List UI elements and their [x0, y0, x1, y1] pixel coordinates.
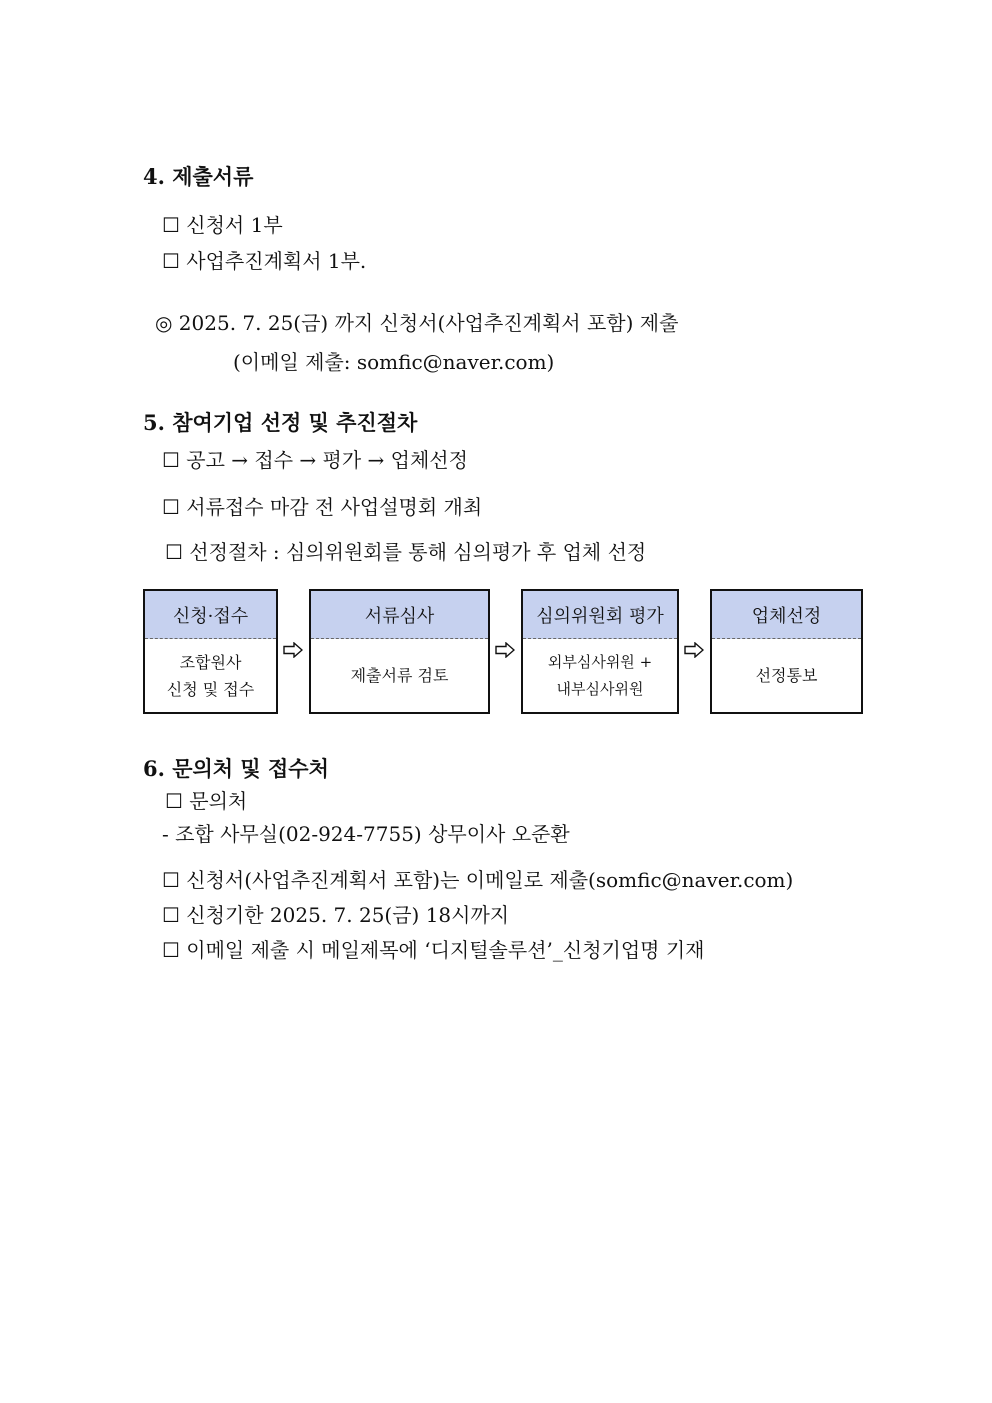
process-item-flow: ☐ 공고 → 접수 → 평가 → 업체선정 [162, 448, 468, 472]
submission-email-item: ☐ 신청서(사업추진계획서 포함)는 이메일로 제출(somfic@naver.com) [162, 868, 794, 892]
step-title: 업체선정 [712, 591, 861, 639]
inquiry-label: ☐ 문의처 [165, 789, 248, 813]
step-body-line: 제출서류 검토 [350, 666, 449, 685]
step-body-line: 조합원사 [179, 652, 242, 672]
submission-item-business-plan: ☐ 사업추진계획서 1부. [162, 249, 367, 273]
section-6-title: 6. 문의처 및 접수처 [143, 756, 329, 781]
step-body [523, 639, 677, 712]
step-body-line: 선정통보 [755, 666, 818, 685]
step-body-line: 외부심사위원 + [547, 652, 653, 671]
submission-item-application: ☐ 신청서 1부 [162, 213, 283, 237]
step-title: 심의위원회 평가 [523, 591, 677, 639]
step-title: 서류심사 [311, 591, 488, 639]
step-box-application [143, 589, 278, 714]
inquiry-contact: - 조합 사무실(02-924-7755) 상무이사 오준환 [162, 822, 570, 846]
section-4-title: 4. 제출서류 [143, 164, 254, 189]
hollow-right-arrow-icon [283, 642, 303, 658]
process-item-briefing: ☐ 서류접수 마감 전 사업설명회 개최 [162, 495, 483, 519]
step-body-line: 내부심사위원 [556, 679, 644, 698]
step-box-company-selection [710, 589, 863, 714]
hollow-right-arrow-icon [684, 642, 704, 658]
process-item-selection: ☐ 선정절차 : 심의위원회를 통해 심의평가 후 업체 선정 [165, 540, 647, 564]
deadline-email-note: (이메일 제출: somfic@naver.com) [233, 350, 555, 374]
section-5-title: 5. 참여기업 선정 및 추진절차 [143, 410, 418, 435]
step-box-document-review [309, 589, 490, 714]
deadline-notice: ◎ 2025. 7. 25(금) 까지 신청서(사업추진계획서 포함) 제출 [155, 311, 679, 335]
step-body-line: 신청 및 접수 [166, 679, 255, 699]
step-title: 신청·접수 [145, 591, 276, 639]
email-subject-item: ☐ 이메일 제출 시 메일제목에 ‘디지털솔루션’_신청기업명 기재 [162, 938, 705, 962]
submission-deadline-item: ☐ 신청기한 2025. 7. 25(금) 18시까지 [162, 903, 510, 927]
step-box-committee-evaluation [521, 589, 679, 714]
step-body [712, 639, 861, 712]
hollow-right-arrow-icon [495, 642, 515, 658]
step-body [311, 639, 488, 712]
step-body [145, 639, 276, 712]
